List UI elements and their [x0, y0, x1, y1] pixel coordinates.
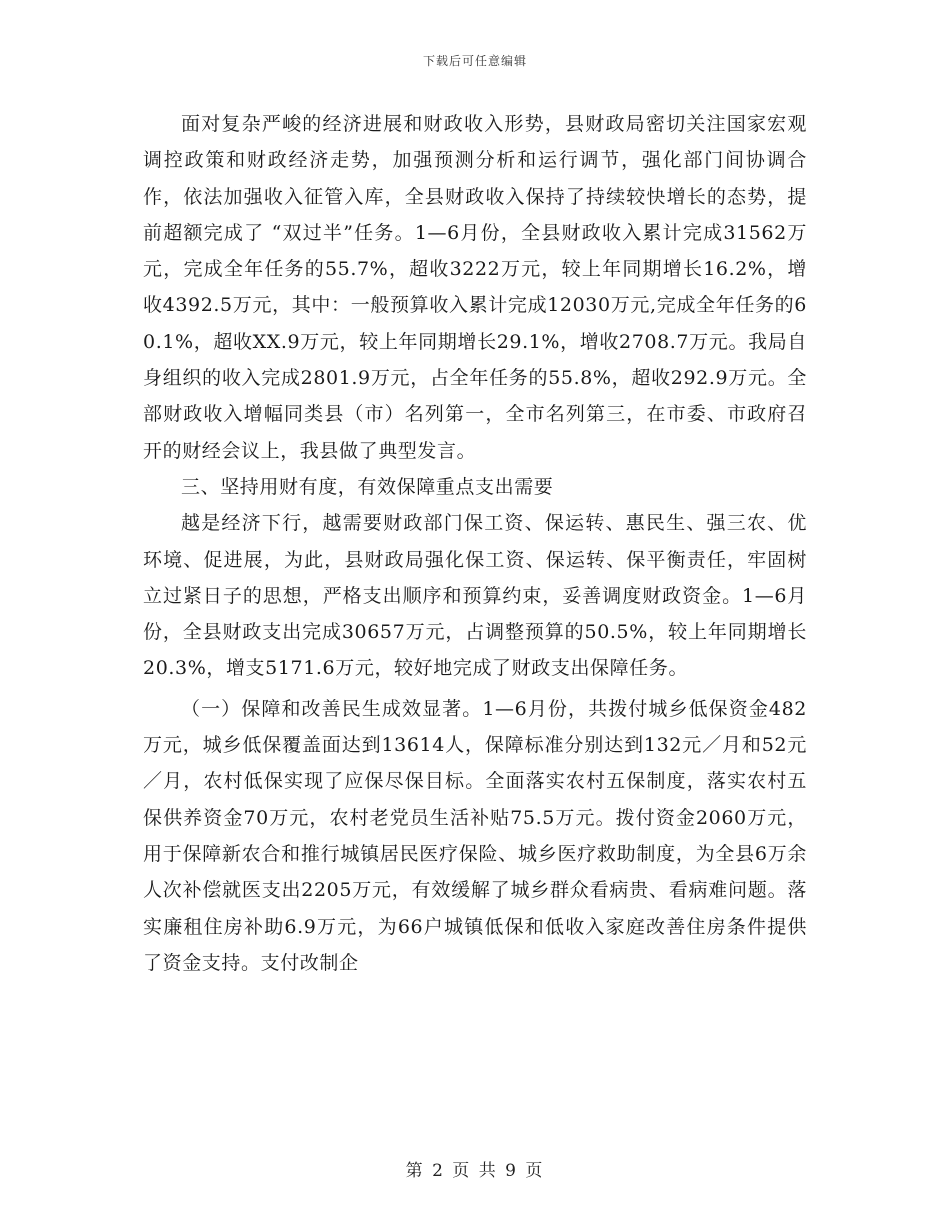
paragraph-revenue: 面对复杂严峻的经济进展和财政收入形势，县财政局密切关注国家宏观调控政策和财政经济走势，加强预测分析和运行调节，强化部门间协调合作，依法加强收入征管入库，全县财政收入保持了持续较快增长的态势，提前超额完成了 “双过半”任务。1—6月份，全县财政收入累计完成31562万元，完成全年任务的55.7%，超收3222万元，较上年同期增长16.2%，增收4392.5万元，其中：一般预算收入累计完成12030万元,完成全年任务的60.1%，超收XX.9万元，较上年同期增长29.1%，增收2708.7万元。我局自身组织的收入完成2801.9万元，占全年任务的55.8%，超收292.9万元。全部财政收入增幅同类县（市）名列第一，全市名列第三，在市委、市政府召开的财经会议上，我县做了典型发言。 [143, 113, 807, 462]
document-body [143, 106, 807, 981]
paragraph-livelihood: （一）保障和改善民生成效显著。1—6月份，共拨付城乡低保资金482万元，城乡低保覆盖面达到13614人，保障标准分别达到132元／月和52元／月，农村低保实现了应保尽保目标。全面落实农村五保制度，落实农村五保供养资金70万元，农村老党员生活补贴75.5万元。拨付资金2060万元，用于保障新农合和推行城镇居民医疗保险、城乡医疗救助制度，为全县6万余人次补偿就医支出2205万元，有效缓解了城乡群众看病贵、看病难问题。落实廉租住房补助6.9万元，为66户城镇低保和低收入家庭改善住房条件提供了资金支持。支付改制企 [143, 697, 807, 974]
section-heading-expenditure: 三、坚持用财有度，有效保障重点支出需要 [181, 475, 554, 498]
paragraph-expenditure: 越是经济下行，越需要财政部门保工资、保运转、惠民生、强三农、优环境、促进展，为此，县财政局强化保工资、保运转、保平衡责任，牢固树立过紧日子的思想，严格支出顺序和预算约束，妥善调度财政资金。1—6月份，全县财政支出完成30657万元，占调整预算的50.5%，较上年同期增长20.3%，增支5171.6万元，较好地完成了财政支出保障任务。 [143, 512, 807, 680]
page-header: 下载后可任意编辑 [422, 54, 527, 68]
page-number: 第 2 页 共 9 页 [405, 1161, 545, 1181]
